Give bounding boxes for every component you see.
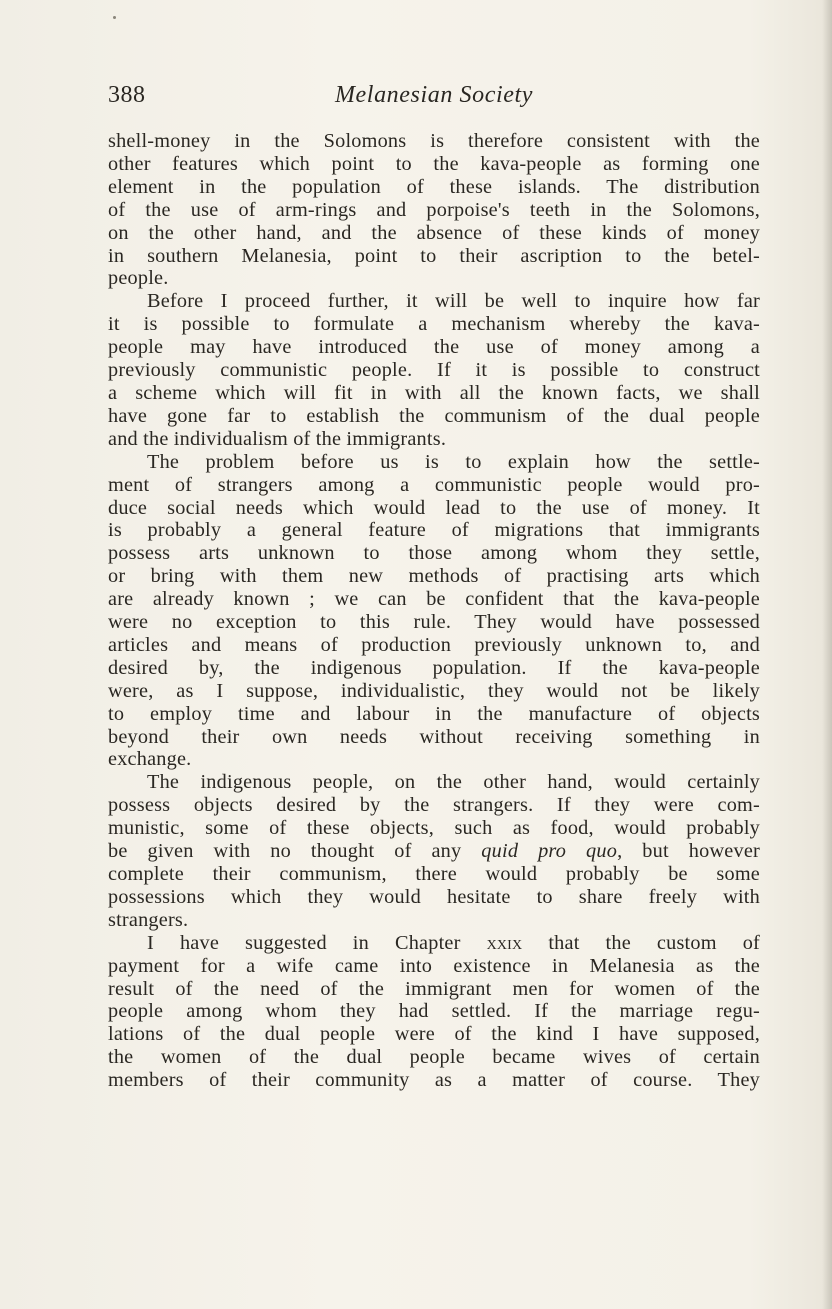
body-text bbox=[108, 130, 760, 1092]
text-line: exchange. bbox=[108, 748, 192, 771]
text-line: on the other hand, and the absence of these kinds of money bbox=[108, 221, 760, 244]
text-line: to employ time and labour in the manufacture of objects bbox=[108, 702, 760, 725]
text-line: other features which point to the kava-people as forming one bbox=[108, 152, 760, 175]
italic-phrase: quid pro quo bbox=[481, 840, 618, 863]
page-number: 388 bbox=[108, 82, 146, 108]
text-line: members of their community as a matter of course. They bbox=[108, 1069, 760, 1092]
text-line: possess arts unknown to those among whom they settle, bbox=[108, 542, 760, 565]
text-line: it is possible to formulate a mechanism whereby the kava- bbox=[108, 313, 760, 336]
text-line: shell-money in the Solomons is therefore consistent with the bbox=[108, 130, 760, 152]
text-line: people. bbox=[108, 267, 169, 290]
text-line: or bring with them new methods of practising arts which bbox=[108, 565, 760, 588]
text-run: be given with no thought of any bbox=[108, 840, 482, 863]
text-line: beyond their own needs without receiving something in bbox=[108, 725, 760, 748]
text-line-with-small-caps bbox=[108, 932, 760, 955]
text-line: The indigenous people, on the other hand, would certainly bbox=[147, 771, 760, 794]
paragraph-1 bbox=[108, 130, 760, 290]
paragraph-4 bbox=[108, 771, 760, 931]
text-line: are already known ; we can be confident that the kava-people bbox=[108, 588, 760, 611]
text-line: desired by, the indigenous population. If the kava-people bbox=[108, 656, 760, 679]
text-run: that the custom of bbox=[522, 931, 760, 954]
text-line: munistic, some of these objects, such as food, would probably bbox=[108, 817, 760, 840]
text-line: in southern Melanesia, point to their ascription to the betel- bbox=[108, 244, 760, 267]
text-line: The problem before us is to explain how the settle- bbox=[147, 450, 760, 473]
text-line: strangers. bbox=[108, 908, 189, 931]
text-line: have gone far to establish the communism of the dual people bbox=[108, 404, 760, 427]
text-line: were, as I suppose, individualistic, they would not be likely bbox=[108, 679, 760, 702]
text-line: lations of the dual people were of the kind I have supposed, bbox=[108, 1023, 760, 1046]
text-run: I have suggested in Chapter bbox=[147, 931, 487, 954]
paragraph-5 bbox=[108, 932, 760, 1092]
text-line: people may have introduced the use of money among a bbox=[108, 336, 760, 359]
paragraph-2 bbox=[108, 290, 760, 450]
text-line: of the use of arm-rings and porpoise's teeth in the Solomons, bbox=[108, 198, 760, 221]
chapter-number: xxix bbox=[486, 931, 523, 954]
text-line: people among whom they had settled. If the marriage regu- bbox=[108, 1000, 760, 1023]
page-edge-shadow bbox=[822, 0, 832, 1309]
text-line: articles and means of production previously unknown to, and bbox=[108, 633, 760, 656]
text-line: Before I proceed further, it will be well to inquire how far bbox=[147, 290, 760, 313]
paper-speck bbox=[113, 16, 116, 19]
text-run: , but however bbox=[617, 840, 760, 863]
text-line-with-italic bbox=[108, 840, 760, 863]
text-line: result of the need of the immigrant men for women of the bbox=[108, 977, 760, 1000]
text-line: possessions which they would hesitate to share freely with bbox=[108, 885, 760, 908]
text-line: duce social needs which would lead to the use of money. It bbox=[108, 496, 760, 519]
text-line: and the individualism of the immigrants. bbox=[108, 427, 447, 450]
text-line: previously communistic people. If it is possible to construct bbox=[108, 359, 760, 382]
text-line: is probably a general feature of migrations that immigrants bbox=[108, 519, 760, 542]
text-line: a scheme which will fit in with all the known facts, we shall bbox=[108, 381, 760, 404]
text-line: element in the population of these islands. The distribution bbox=[108, 175, 760, 198]
text-line: payment for a wife came into existence in Melanesia as the bbox=[108, 954, 760, 977]
text-line: possess objects desired by the strangers. If they were com- bbox=[108, 794, 760, 817]
text-line: complete their communism, there would probably be some bbox=[108, 863, 760, 885]
page-header bbox=[108, 82, 760, 116]
paragraph-3 bbox=[108, 451, 760, 772]
text-line: were no exception to this rule. They would have possessed bbox=[108, 611, 760, 634]
text-line: ment of strangers among a communistic people would pro- bbox=[108, 473, 760, 496]
running-title: Melanesian Society bbox=[334, 82, 534, 108]
text-line: the women of the dual people became wives of certain bbox=[108, 1046, 760, 1069]
